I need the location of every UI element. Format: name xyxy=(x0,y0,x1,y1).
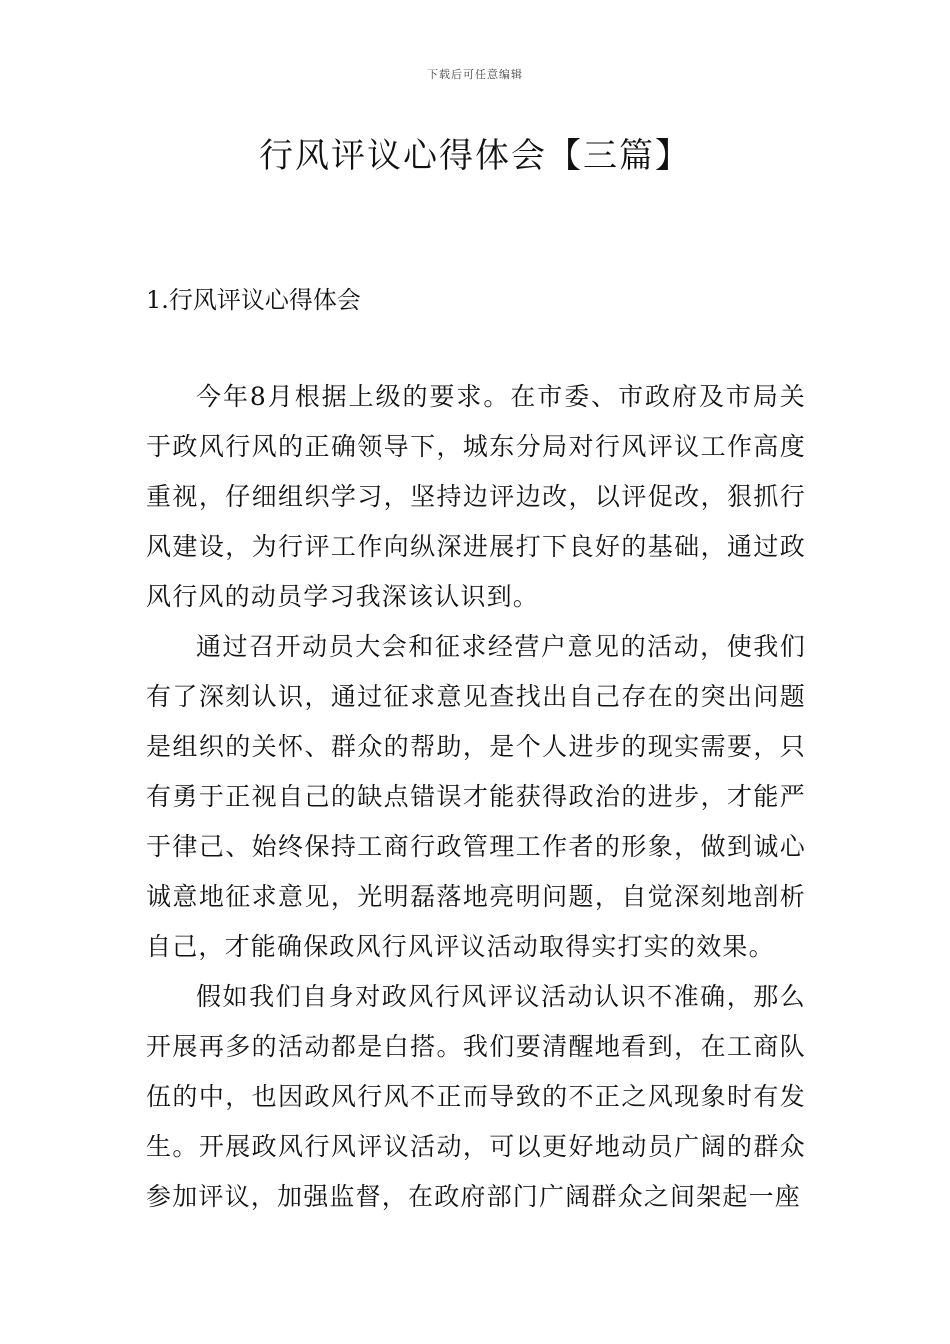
paragraph: 通过召开动员大会和征求经营户意见的活动，使我们有了深刻认识，通过征求意见查找出自己存在的突出问题是组织的关怀、群众的帮助，是个人进步的现实需要，只有勇于正视自己的缺点错误才能获得政治的进步，才能严于律己、始终保持工商行政管理工作者的形象，做到诚心诚意地征求意见，光明磊落地亮明问题，自觉深刻地剖析自己，才能确保政风行风评议活动取得实打实的效果。 xyxy=(146,632,806,961)
paragraph: 假如我们自身对政风行风评议活动认识不准确，那么开展再多的活动都是白搭。我们要清醒地看到，在工商队伍的中，也因政风行风不正而导致的不正之风现象时有发生。开展政风行风评议活动，可以更好地动员广阔的群众参加评议，加强监督，在政府部门广阔群众之间架起一座 xyxy=(146,982,806,1211)
body-text xyxy=(146,372,806,1222)
header-note: 下载后可任意编辑 xyxy=(427,68,523,81)
section-heading: 1.行风评议心得体会 xyxy=(146,286,361,314)
document-title: 行风评议心得体会【三篇】 xyxy=(259,136,691,176)
paragraph: 今年8月根据上级的要求。在市委、市政府及市局关于政风行风的正确领导下，城东分局对行风评议工作高度重视，仔细组织学习，坚持边评边改，以评促改，狠抓行风建设，为行评工作向纵深进展打下良好的基础，通过政风行风的动员学习我深该认识到。 xyxy=(146,382,806,611)
